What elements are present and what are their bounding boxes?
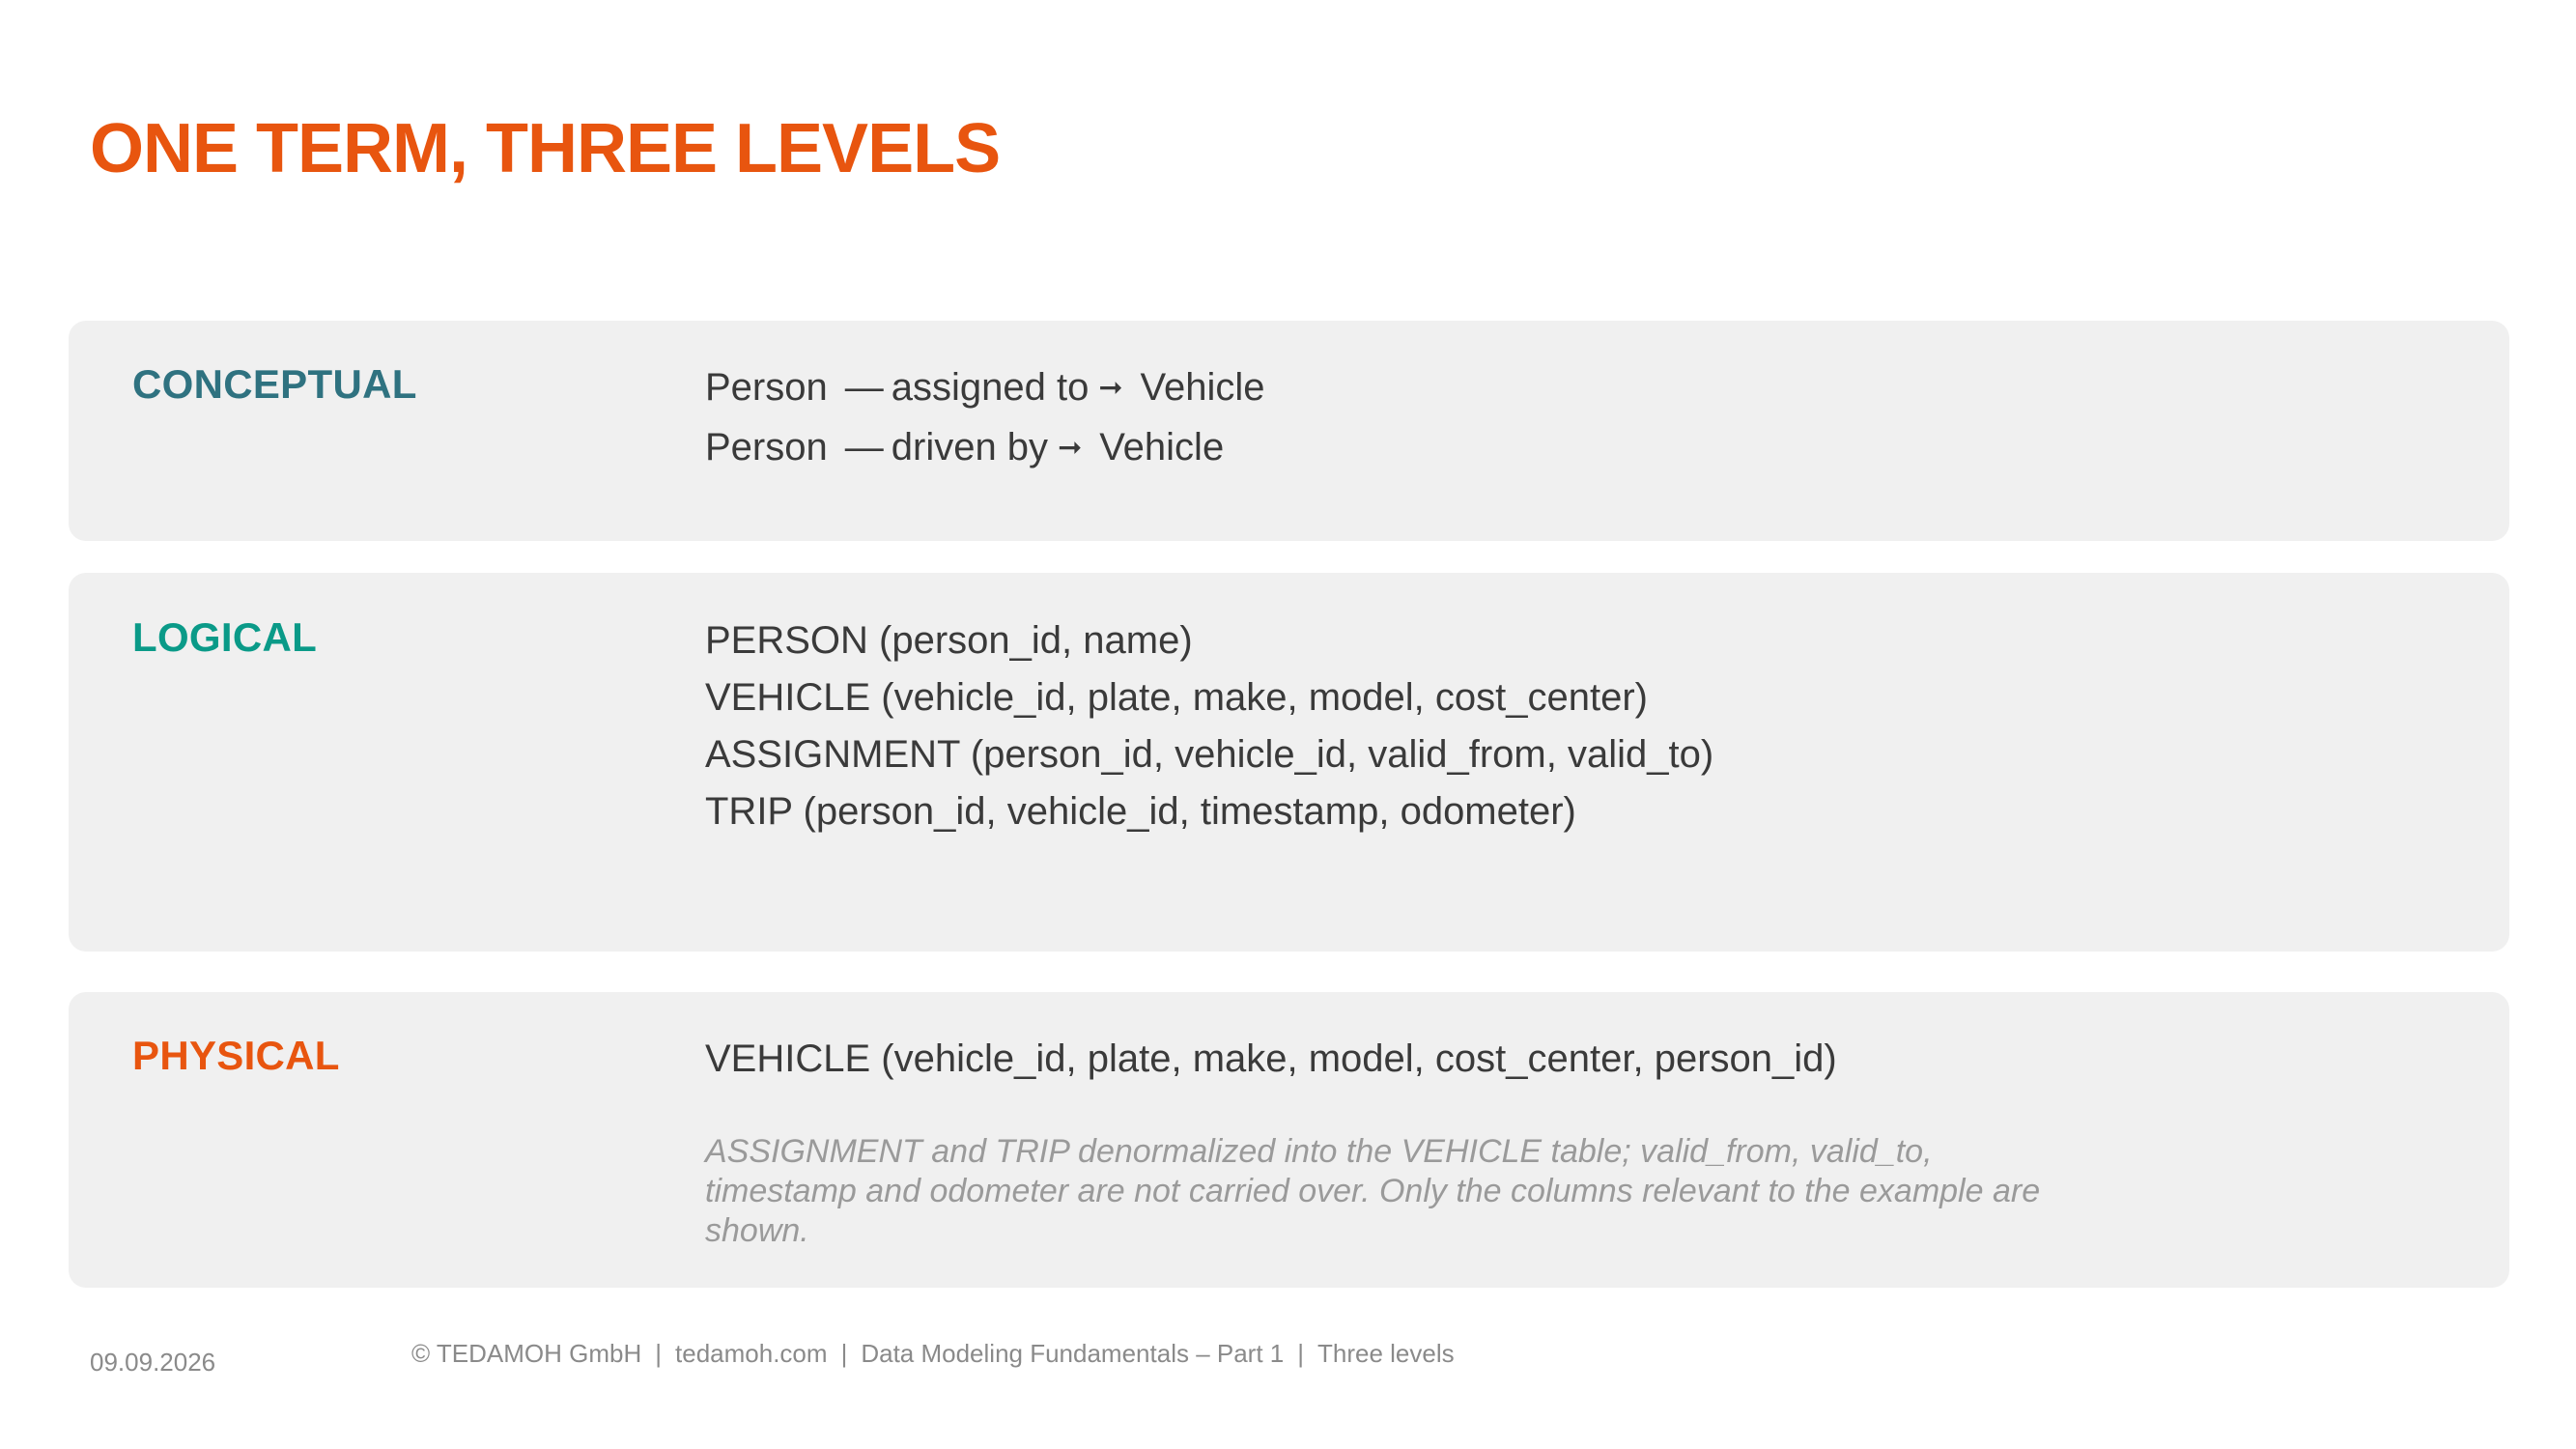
footer-divider: | [1297,1339,1305,1368]
relation-object: Vehicle [1099,426,1225,469]
footer-info [411,1339,1455,1369]
relation-subject: Person [705,366,828,409]
footer-course: Data Modeling Fundamentals – Part 1 [861,1339,1285,1368]
conceptual-panel [69,321,2509,541]
arrow-right-icon: ➞ [1098,372,1123,404]
physical-note: ASSIGNMENT and TRIP denormalized into the VEHICLE table; valid_from, valid_to, timestamp and odometer are not carried over. Only the columns relevant to the example are shown. [705,1133,2041,1249]
conceptual-label: CONCEPTUAL [132,361,417,407]
arrow-right-icon: ➞ [1058,432,1083,464]
conceptual-relation [705,359,1264,419]
relation-subject: Person [705,426,828,469]
logical-panel [69,573,2509,952]
relation-object: Vehicle [1140,366,1265,409]
logical-entities [705,612,1713,840]
conceptual-relations [705,359,1264,479]
relation-verb: driven by [891,426,1049,469]
physical-table-vehicle: VEHICLE (vehicle_id, plate, make, model, cost_center, person_id) [705,1037,1837,1080]
logical-entity-person: PERSON (person_id, name) [705,619,1193,662]
physical-tables [705,1031,1837,1088]
logical-entity-vehicle: VEHICLE (vehicle_id, plate, make, model, cost_center) [705,676,1648,719]
footer-website: tedamoh.com [675,1339,828,1368]
physical-panel [69,992,2509,1288]
relation-verb: assigned to [891,366,1090,409]
footer-copyright: © TEDAMOH GmbH [411,1339,642,1368]
page-title: ONE TERM, THREE LEVELS [90,110,1001,187]
footer-date: 09.09.2026 [90,1348,216,1377]
logical-entity-assignment: ASSIGNMENT (person_id, vehicle_id, valid_from, valid_to) [705,733,1714,776]
footer-divider: | [840,1339,848,1368]
logical-entity-trip: TRIP (person_id, vehicle_id, timestamp, odometer) [705,790,1576,833]
footer-section: Three levels [1317,1339,1455,1368]
footer-divider: | [655,1339,663,1368]
relation-dash: — [844,366,884,409]
physical-label: PHYSICAL [132,1033,340,1078]
logical-label: LOGICAL [132,614,318,660]
relation-dash: — [844,426,884,469]
conceptual-relation [705,419,1264,479]
